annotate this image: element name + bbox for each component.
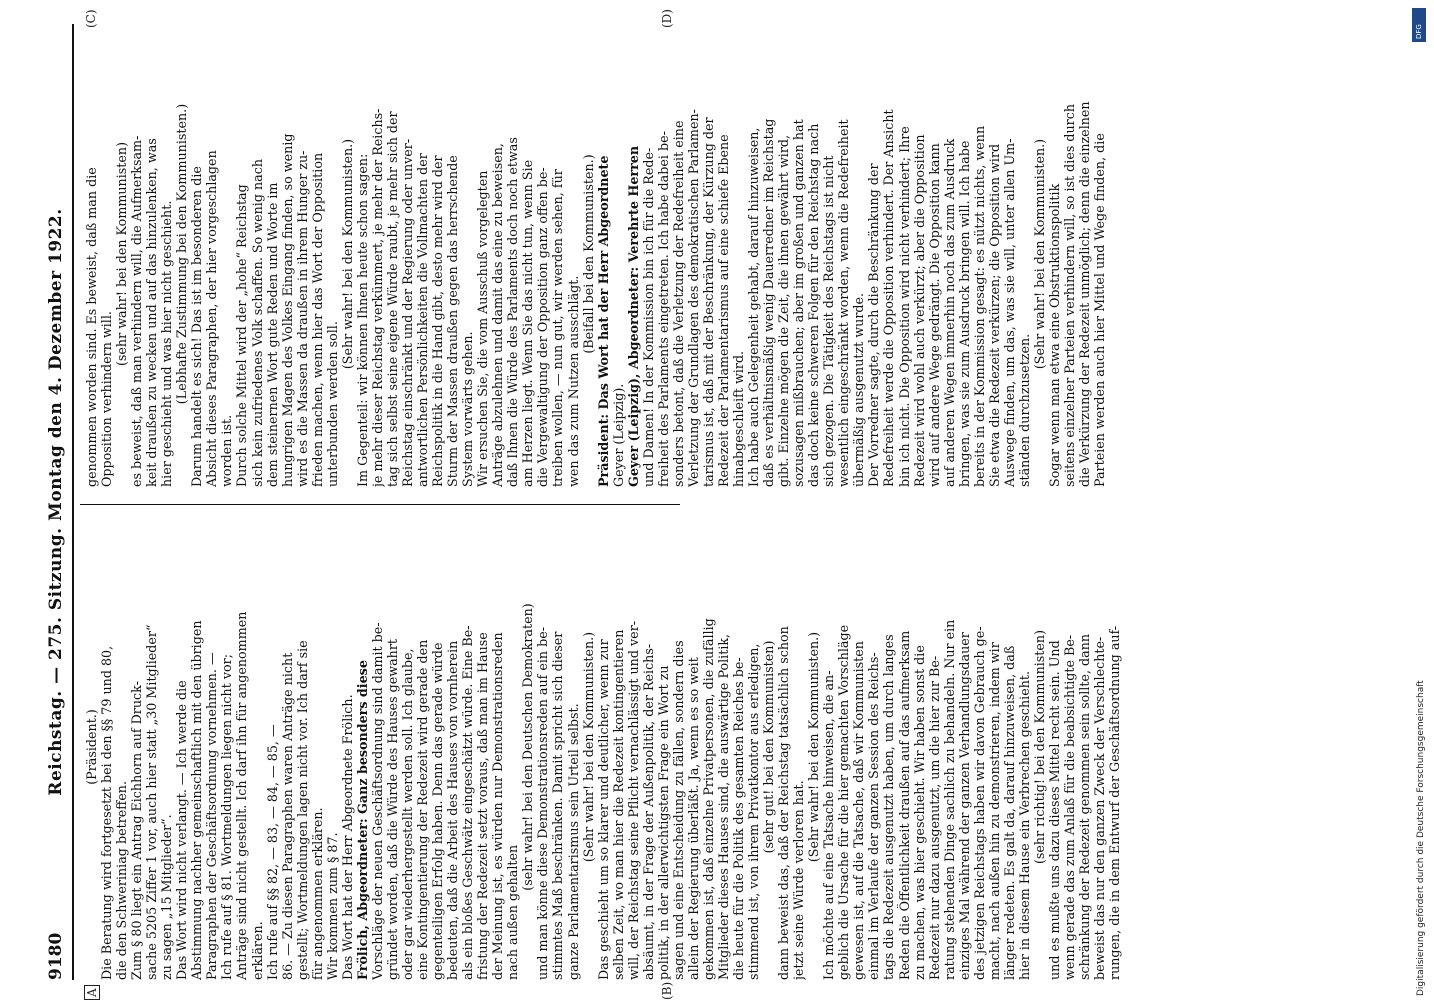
left-column-line: der Meinung ist, es würden nur Demonstrationsreden	[490, 632, 506, 980]
right-column-line: Durch solche Mittel wird der „hohe“ Reichstag	[234, 184, 250, 487]
left-column-line: und man könne diese Demonstrationsreden auf ein be-	[535, 626, 551, 980]
right-column-line: Der Vorredner sagte, durch die Beschränkung der	[866, 163, 882, 487]
left-column-line: schränkung der Redezeit genommen sein sollte, dann	[1077, 633, 1093, 980]
right-column-line: bringen, was sie zum Ausdruck bringen will. Ich habe	[956, 140, 972, 487]
right-column-line: Auswege finden, um das, was sie will, unter allen Um-	[1001, 138, 1017, 487]
right-column-line: Redefreiheit werde die Opposition verhindert. Der Ansicht	[881, 109, 897, 487]
right-column-line: (Sehr wahr! bei den Kommunisten.)	[1031, 138, 1047, 370]
left-column-line: nach außen gehalten	[505, 844, 521, 980]
page-number: 9180	[46, 932, 66, 980]
right-column-line: wird auf andere Wege gedrängt. Die Opposition kann	[926, 143, 942, 487]
right-column-line: (Sehr wahr! bei den Kommunisten.)	[339, 138, 355, 370]
page-header	[42, 24, 74, 980]
right-column-line: sich gezogen. Die Tätigkeit des Reichstags ist nicht	[821, 155, 837, 487]
left-column-line: (sehr wahr! bei den Deutschen Demokraten)	[520, 603, 536, 891]
left-column-line: absäumt, in der Frage der Außenpolitik, der Reichs-	[640, 643, 656, 980]
right-column-line: antwortlichen Persönlichkeiten die Vollmachten der	[415, 153, 431, 487]
dfg-logo	[1412, 8, 1426, 42]
left-column-line: als ein bloßes Geschwätz eingeschätzt würde. Eine Be-	[460, 625, 476, 980]
left-column-line: selben Zeit, wo man hier die Redezeit kontingentieren	[610, 629, 626, 980]
right-column-line: Geyer (Leipzig).	[610, 383, 626, 487]
left-column-line: länger redeten. Es galt da, darauf hinzuweisen, daß	[1001, 645, 1017, 980]
left-column-line: Paragraphen der Geschäftsordnung vornehmen. —	[204, 652, 220, 980]
left-column-line: bedeuten, daß die Arbeit des Hauses von vornherein	[445, 640, 461, 980]
left-column-line: gewesen ist, auf die Tatsache, daß wir Kommunisten	[851, 641, 867, 980]
right-column-line: übermäßig ausgenutzt wurde.	[851, 292, 867, 487]
right-column-line: Geyer (Leipzig), Abgeordneter: Verehrte Herren	[625, 145, 641, 487]
left-column-line: (Präsident.)	[84, 709, 99, 785]
left-column-line: Das geschieht um so klarer und deutlicher, wenn zur	[595, 639, 611, 980]
right-column-line: sich kein zufriedenes Volk schaffen. So wenig nach	[249, 158, 265, 487]
right-column-line: bereits in der Kommission gesagt: es nützt nichts, wenn	[971, 125, 987, 487]
right-column-line: Reichspolitik in die Hand gibt, desto mehr wird der	[430, 155, 446, 487]
left-column-line: tags die Redezeit ausgenutzt haben, um durch langes	[881, 634, 897, 980]
right-column-line: sonders betont, daß die Verletzung der Redefreiheit eine	[670, 120, 686, 487]
left-column-line: stimmend ist, von ihrem Privatkontor aus erledigen,	[746, 643, 762, 980]
left-column-line: will, der Reichstag seine Pflicht vernachlässigt und ver-	[625, 620, 641, 980]
right-column-line: Sturm der Massen draußen gegen das herrschende	[445, 155, 461, 487]
right-column-line: Darum handelt es sich! Das ist im besonderen die	[189, 166, 205, 487]
right-column-line: dem steinernen Wort gute Reden und Worte im	[264, 182, 280, 487]
left-column-line: einmal im Verlaufe der ganzen Session des Reichs-	[866, 652, 882, 980]
left-column-line: Ich möchte auf eine Tatsache hinweisen, die an-	[821, 670, 837, 980]
right-column-line: Opposition verhindern will.	[99, 311, 115, 487]
left-column-line: die den Schweriniag betreffen.	[114, 781, 130, 980]
digitization-credit	[1398, 0, 1434, 1000]
left-column-line: 86. — Zu diesen Paragraphen waren Anträge nicht	[279, 652, 295, 980]
left-column-line: eine Kontingentierung der Redezeit wird gerade den	[415, 639, 431, 980]
right-column-line: worden ist.	[219, 414, 235, 487]
right-column-line: Redezeit der Parlamentarismus auf eine schiefe Ebene	[715, 134, 731, 487]
left-column-line: Anträge sind nicht gestellt. Ich darf ihn für angenommen	[234, 611, 250, 980]
left-column-line: Ich rufe auf § 81. Wortmeldungen liegen nicht vor;	[219, 654, 235, 980]
left-column-line: erklären.	[249, 921, 265, 980]
left-column-line: Ich rufe auf §§ 82, — 83, — 84, — 85, —	[264, 724, 280, 980]
left-column-line: fristung der Redezeit setzt voraus, daß man im Hause	[475, 632, 491, 980]
right-column-line: Sie etwa die Redezeit verkürzen; die Opposition wird	[986, 143, 1002, 487]
left-column-line: die heute für die Politik des gesamten Reiches be-	[731, 657, 747, 980]
right-column-line: ständen durchzusetzen.	[1016, 333, 1032, 487]
left-column-line: ratung stehenden Dinge sachlich zu behandeln. Nur ein	[941, 619, 957, 980]
right-column-line: Parteien werden auch hier Mittel und Wege finden, die	[1092, 133, 1108, 487]
left-column-line: jetzt seine Würde verloren hat.	[791, 780, 807, 980]
left-column-line: Frölich, Abgeordneter: Ganz besonders diese	[354, 660, 370, 980]
left-column-line: Reden die Öffentlichkeit draußen auf das aufmerksam	[896, 630, 912, 980]
right-column-line: frieden machen, wenn hier das Wort der Opposition	[309, 152, 325, 487]
left-column-line: gekommen ist, daß einzelne Privatpersonen, die zufällig	[700, 618, 716, 980]
right-column-line: freiheit des Parlaments eingetreten. Ich habe dabei be-	[655, 131, 671, 487]
left-column-line: gestellt; Wortmeldungen lagen nicht vor. Ich darf sie	[294, 640, 310, 980]
right-column-line: Wir ersuchen Sie, die vom Ausschuß vorgelegten	[475, 170, 491, 487]
credit-text: Digitalisierung gefördert durch die Deutsche Forschungsgemeinschaft	[1416, 680, 1426, 996]
right-column-line: hier geschieht und was hier nicht geschieht.	[159, 200, 175, 487]
right-column-line: Redezeit wird wohl auch verkürzt; aber die Opposition	[911, 134, 927, 487]
left-column-line: für angenommen erklären.	[309, 807, 325, 980]
right-column-line: und Damen! In der Kommission bin ich für die Rede-	[640, 147, 656, 487]
left-column-line: (Sehr wahr! bei den Kommunisten.)	[806, 631, 822, 863]
right-column-line: Ich habe auch Gelegenheit gehabt, darauf hinzuweisen,	[746, 127, 762, 487]
right-column-line: seitens einzelner Parteien verhindern will, so ist dies durch	[1062, 103, 1078, 487]
right-column-line: es beweist, daß man verhindern will, die Aufmerksam-	[129, 135, 145, 487]
right-column-line: daß es verhältnismäßig wenig Dauerredner im Reichstag	[761, 118, 777, 487]
right-column-line: Absicht dieses Paragraphen, der hier vorgeschlagen	[204, 150, 220, 487]
right-column-line: daß Ihnen die Würde des Parlaments doch noch etwas	[505, 137, 521, 487]
right-column-line: je mehr dieser Reichstag verkümmert, je mehr der Reichs-	[369, 108, 385, 487]
left-column-line: (sehr richtig! bei den Kommunisten)	[1031, 629, 1047, 865]
left-column-line: (sehr gut! bei den Kommunisten)	[761, 640, 777, 854]
left-column-line: des jetzigen Reichstags haben wir davon Gebrauch ge-	[971, 626, 987, 980]
left-column-line: gegenteiligen Erfolg haben. Denn das gerade würde	[430, 642, 446, 980]
left-column-line: wenn gerade das zum Anlaß für die beabsichtigte Be-	[1062, 634, 1078, 980]
left-column-line: Vorschläge der neuen Geschäftsordnung sind damit be-	[369, 622, 385, 980]
right-column-line: bin ich nicht. Die Opposition wird nicht verhindert; Ihre	[896, 126, 912, 487]
left-column-line: macht, nach außen hin zu demonstrieren, indem wir	[986, 642, 1002, 980]
column-divider	[80, 504, 680, 505]
right-column-line: Präsident: Das Wort hat der Herr Abgeordnete	[595, 155, 611, 487]
left-column-line: Redezeit nur dazu ausgenutzt, um die hier zur Be-	[926, 655, 942, 980]
right-column-line: wird es die Massen da draußen in ihrem Hunger zu-	[294, 150, 310, 487]
right-column-line: hungrigen Magen des Volkes Eingang finden, so wenig	[279, 133, 295, 487]
left-column-line: politik, in der allerwichtigsten Frage ein Wort zu	[655, 665, 671, 980]
right-column-line: tag sich selbst seine eigene Würde raubt, je mehr sich der	[384, 111, 400, 487]
margin-marker-b: (B)	[660, 981, 674, 1000]
right-column-line: genommen worden sind. Es beweist, daß man die	[84, 167, 99, 487]
left-column-line: beweist das nur den ganzen Zweck der Verschlechte-	[1092, 636, 1108, 980]
left-column-line: zu sagen „15 Mitglieder“.	[159, 814, 175, 980]
right-column-line: Sogar wenn man etwa eine Obstruktionspolitik	[1047, 183, 1062, 487]
left-column-line: einziges Mal während der ganzen Verhandlungsdauer	[956, 632, 972, 980]
left-column-line: ganze Parlamentarismus sein Urteil selbst.	[565, 703, 581, 980]
right-column-line: Anträge abzulehnen und damit das eine zu beweisen,	[490, 143, 506, 487]
running-title: Reichstag. — 275. Sitzung. Montag den 4. Dezember 1922.	[46, 208, 66, 796]
right-column-line: hinabgeschleift wird.	[731, 350, 747, 487]
right-column-line: die Verkürzung der Redezeit unmöglich; denn die einzelnen	[1077, 101, 1093, 487]
left-column-line: Wir kommen zum § 87.	[324, 832, 340, 980]
right-column-line: (sehr wahr! bei den Kommunisten)	[114, 141, 130, 367]
right-column-line: wen das zum Nutzen ausschlägt.	[565, 275, 581, 487]
right-column-line: die Vergewaltigung der Opposition ganz offen be-	[535, 167, 551, 487]
right-column-line: auf anderen Wegen immerhin noch das zum Ausdruck	[941, 138, 957, 487]
right-column-line: Im Gegenteil: wir können Ihnen heute schon sagen:	[354, 153, 370, 487]
left-column-line: allein der Regierung überläßt. Ja, wenn es so weit	[685, 657, 701, 980]
margin-marker-a: A	[84, 985, 100, 1000]
left-column-line: und es mußte uns dazu dieses Mittel recht sein. Und	[1047, 640, 1062, 980]
left-column-line: sagen und eine Entscheidung zu fällen, sondern dies	[670, 640, 686, 980]
left-column-line: stimmtes Maß beschränken. Damit spricht sich dieser	[550, 631, 566, 980]
margin-marker-d: (D)	[660, 9, 674, 28]
right-column-line: wesentlich eingeschränkt worden, wenn die Redefreiheit	[836, 119, 852, 487]
right-column-line: System vorwärts gehen.	[460, 331, 476, 487]
left-column-line: Mitglieder dieses Hauses sind, die auswärtige Politik,	[715, 633, 731, 980]
left-column-line: Das Wort wird nicht verlangt. — Ich werde die	[174, 680, 190, 980]
left-column-line: (Sehr wahr! bei den Kommunisten.)	[580, 631, 596, 863]
left-column-line: gründet worden, daß die Würde des Hauses gewahrt	[384, 639, 400, 980]
right-column-line: keit draußen zu wecken und auf das hinzulenken, was	[144, 138, 160, 487]
right-column	[84, 21, 1107, 487]
left-column	[84, 514, 1122, 980]
right-column-line: gibt. Einzelne mögen die Zeit, die ihnen gewährt wird,	[776, 134, 792, 487]
left-column-line: oder gar wiederhergestellt werden soll. Ich glaube,	[399, 648, 415, 980]
left-column-line: Zum § 80 liegt ein Antrag Eichhorn auf Druck-	[129, 681, 145, 980]
right-column-line: tarismus ist, daß mit der Beschränkung, der Kürzung der	[700, 117, 716, 487]
left-column-line: dann beweist das, daß der Reichstag tatsächlich schon	[776, 626, 792, 980]
margin-marker-c: (C)	[84, 9, 98, 28]
left-column-line: zu machen, was hier geschieht. Wir haben sonst die	[911, 645, 927, 980]
right-column-line: Verletzung der Grundlagen des demokratischen Parlamen-	[685, 109, 701, 487]
right-column-line: sozusagen mißbrauchen; aber im großen und ganzen hat	[791, 119, 807, 487]
left-column-line: Das Wort hat der Herr Abgeordnete Frölich.	[339, 694, 355, 980]
right-column-line: am Herzen liegt. Wenn Sie das nicht tun, wenn Sie	[520, 159, 536, 487]
right-column-line: treiben wollen, — nun gut, wir werden sehen, für	[550, 169, 566, 487]
dfg-logo-text: DFG	[1415, 24, 1423, 39]
right-column-line: das doch keine schweren Folgen für den Reichstag nach	[806, 123, 822, 487]
left-column-line: sache 5205 Ziffer 1 vor, auch hier statt „30 Mitglieder“	[144, 624, 160, 980]
left-column-line: hier in diesem Hause ein Verbrechen geschieht.	[1016, 670, 1032, 980]
right-column-line: (Beifall bei den Kommunisten.)	[580, 154, 596, 354]
left-column-line: Die Beratung wird fortgesetzt bei den §§ 79 und 80,	[99, 645, 115, 980]
right-column-line: unterbunden werden soll.	[324, 321, 340, 487]
left-column-line: geblich die Ursache für die hier gemachten Vorschläge	[836, 624, 852, 980]
left-column-line: rungen, die in dem Entwurf der Geschäftsordnung auf-	[1107, 625, 1123, 980]
right-column-line: (Lebhafte Zustimmung bei den Kommunisten.)	[174, 103, 190, 405]
left-column-line: Abstimmung nachher gemeinschaftlich mit den übrigen	[189, 620, 205, 980]
right-column-line: Reichstag einschränkt und der Regierung oder unver-	[399, 138, 415, 487]
